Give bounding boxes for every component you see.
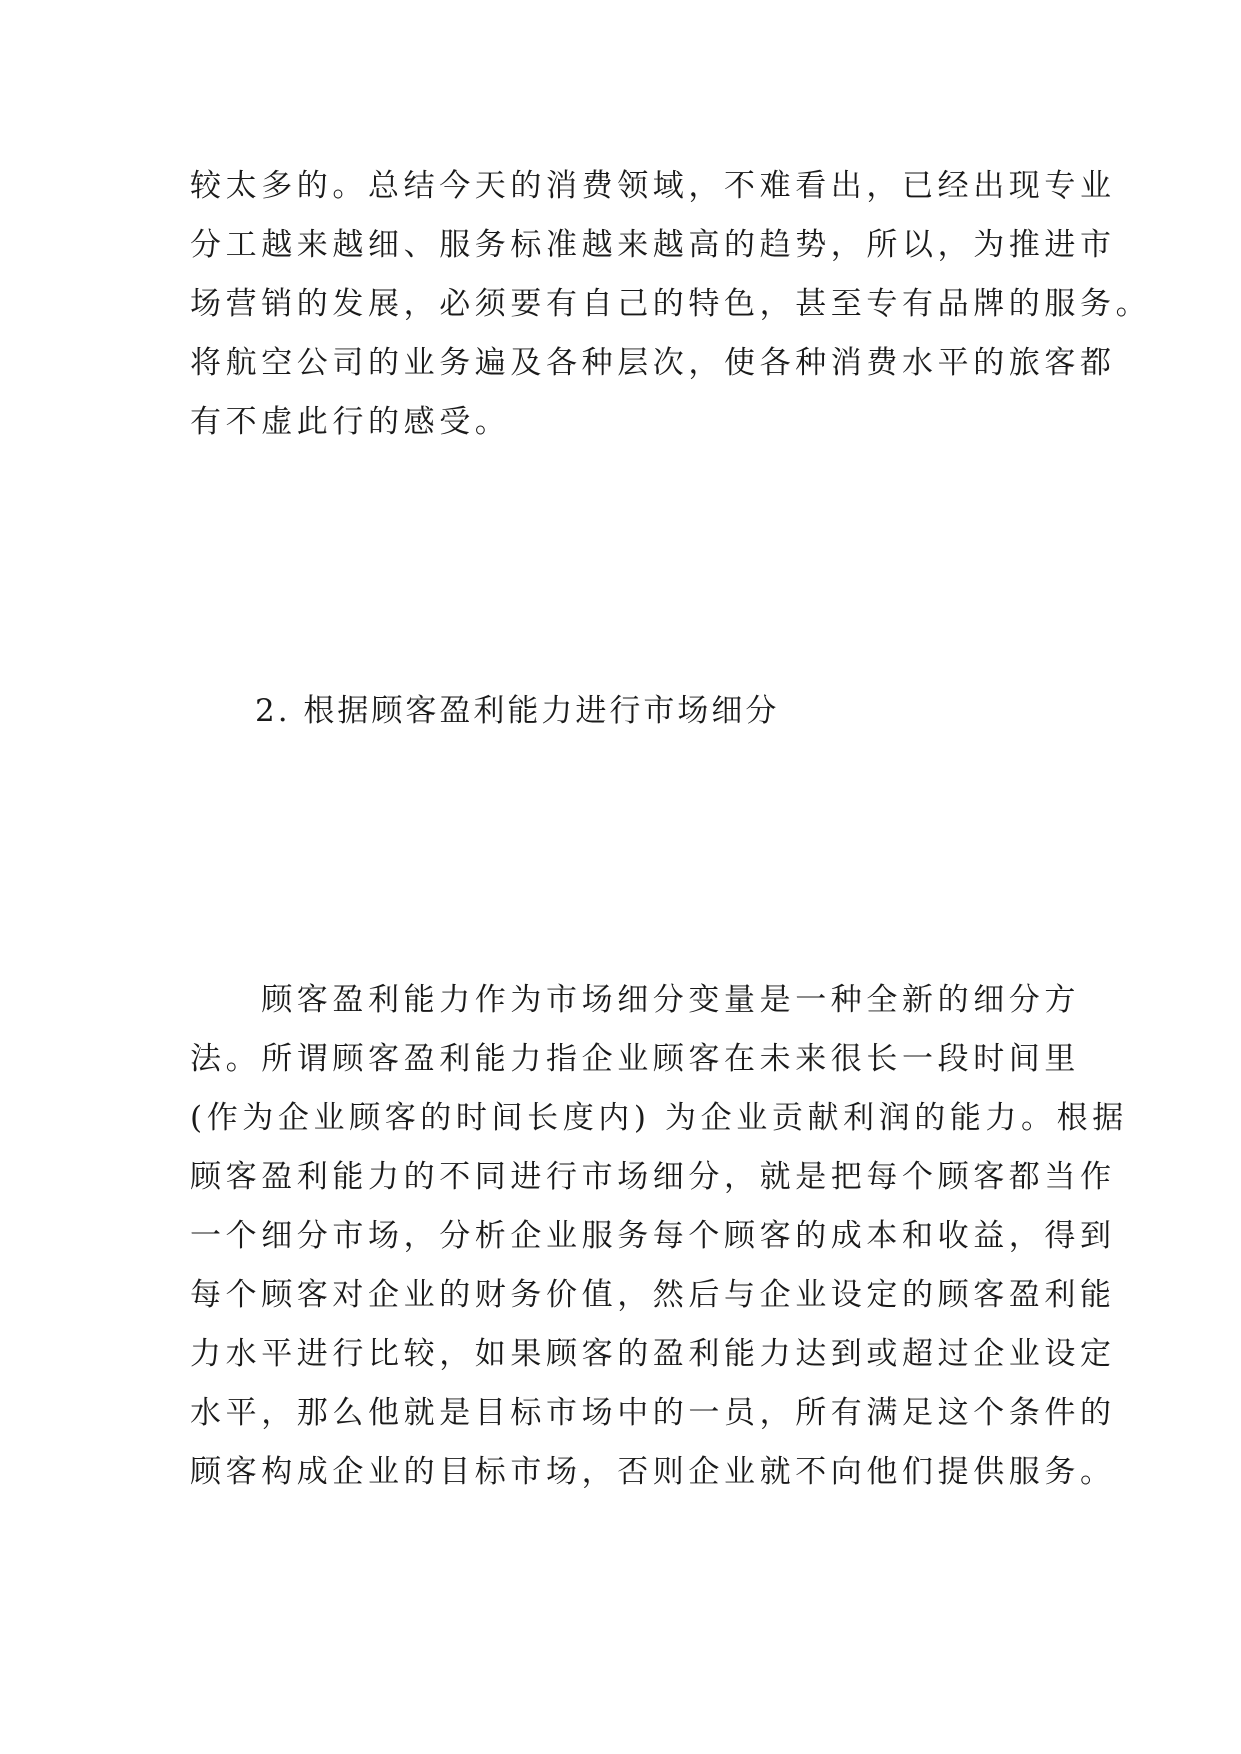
paragraph-2-line-4: 顾客盈利能力的不同进行市场细分，就是把每个顾客都当作 [190, 1159, 1116, 1195]
paragraph-2-line-7: 力水平进行比较，如果顾客的盈利能力达到或超过企业设定 [190, 1336, 1116, 1372]
paragraph-2-line-5: 一个细分市场，分析企业服务每个顾客的成本和收益，得到 [190, 1218, 1116, 1254]
paragraph-2-line-8: 水平，那么他就是目标市场中的一员，所有满足这个条件的 [190, 1395, 1116, 1431]
paragraph-1-line-5: 有不虚此行的感受。 [190, 404, 511, 440]
paragraph-1-line-1: 较太多的。总结今天的消费领域，不难看出，已经出现专业 [190, 168, 1116, 204]
section-heading: 2. 根据顾客盈利能力进行市场细分 [255, 693, 780, 729]
paragraph-2-line-6: 每个顾客对企业的财务价值，然后与企业设定的顾客盈利能 [190, 1277, 1116, 1313]
paragraph-1-line-4: 将航空公司的业务遍及各种层次，使各种消费水平的旅客都 [190, 345, 1116, 381]
paragraph-2-line-9: 顾客构成企业的目标市场，否则企业就不向他们提供服务。 [190, 1454, 1116, 1490]
paragraph-1-line-3: 场营销的发展，必须要有自己的特色，甚至专有品牌的服务。 [190, 286, 1152, 322]
paragraph-2-line-2: 法。所谓顾客盈利能力指企业顾客在未来很长一段时间里 [190, 1041, 1080, 1077]
paragraph-2-line-3: (作为企业顾客的时间长度内) 为企业贡献利润的能力。根据 [190, 1100, 1128, 1136]
paragraph-1-line-2: 分工越来越细、服务标准越来越高的趋势，所以，为推进市 [190, 227, 1116, 263]
paragraph-2-line-1: 顾客盈利能力作为市场细分变量是一种全新的细分方 [190, 982, 1080, 1018]
